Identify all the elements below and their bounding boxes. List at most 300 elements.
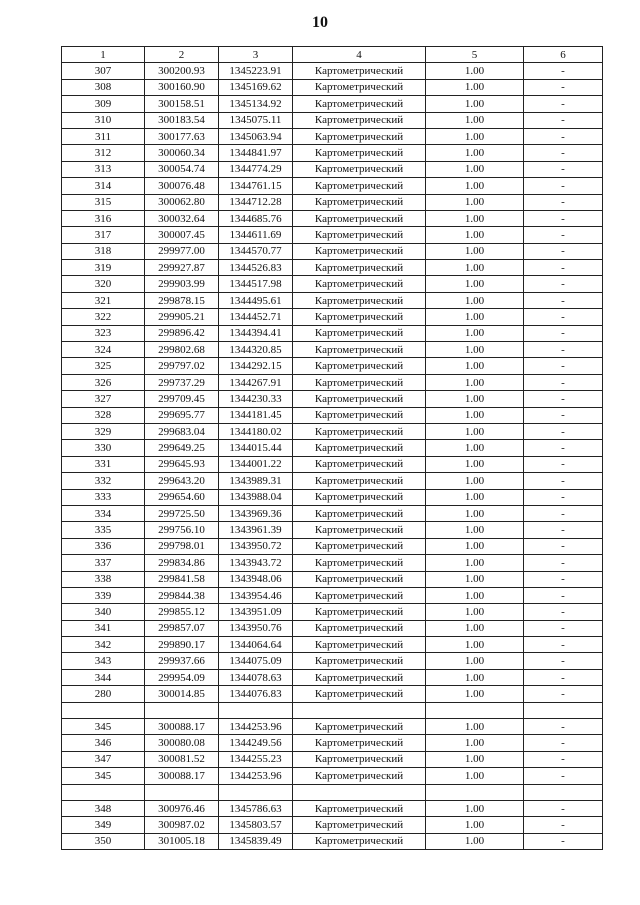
x-coordinate-cell: 299649.25 <box>145 440 219 456</box>
accuracy-cell: 1.00 <box>426 292 524 308</box>
method-cell: Картометрический <box>293 522 426 538</box>
y-coordinate-cell: 1344076.83 <box>219 686 293 702</box>
point-number-cell: 328 <box>62 407 145 423</box>
accuracy-cell: 1.00 <box>426 735 524 751</box>
method-cell: Картометрический <box>293 63 426 79</box>
note-cell: - <box>524 587 603 603</box>
y-coordinate-cell: 1345803.57 <box>219 817 293 833</box>
table-row <box>62 719 603 735</box>
table-row <box>62 178 603 194</box>
accuracy-cell: 1.00 <box>426 571 524 587</box>
y-coordinate-cell: 1343948.06 <box>219 571 293 587</box>
x-coordinate-cell: 299841.58 <box>145 571 219 587</box>
x-coordinate-cell: 300160.90 <box>145 79 219 95</box>
y-coordinate-cell: 1344320.85 <box>219 342 293 358</box>
y-coordinate-cell: 1344774.29 <box>219 161 293 177</box>
y-coordinate-cell: 1345169.62 <box>219 79 293 95</box>
method-cell: Картометрический <box>293 768 426 784</box>
x-coordinate-cell: 299855.12 <box>145 604 219 620</box>
table-row <box>62 325 603 341</box>
x-coordinate-cell: 300032.64 <box>145 210 219 226</box>
method-cell: Картометрический <box>293 473 426 489</box>
method-cell: Картометрический <box>293 79 426 95</box>
note-cell: - <box>524 538 603 554</box>
table-row <box>62 817 603 833</box>
point-number-cell <box>62 702 145 718</box>
method-cell: Картометрический <box>293 423 426 439</box>
note-cell: - <box>524 571 603 587</box>
x-coordinate-cell: 300054.74 <box>145 161 219 177</box>
method-cell: Картометрический <box>293 276 426 292</box>
note-cell: - <box>524 637 603 653</box>
note-cell: - <box>524 309 603 325</box>
note-cell: - <box>524 440 603 456</box>
y-coordinate-cell: 1345786.63 <box>219 800 293 816</box>
accuracy-cell: 1.00 <box>426 325 524 341</box>
point-number-cell: 316 <box>62 210 145 226</box>
x-coordinate-cell: 300014.85 <box>145 686 219 702</box>
x-coordinate-cell: 299954.09 <box>145 669 219 685</box>
point-number-cell: 345 <box>62 768 145 784</box>
accuracy-cell <box>426 702 524 718</box>
point-number-cell: 338 <box>62 571 145 587</box>
note-cell: - <box>524 407 603 423</box>
y-coordinate-cell: 1344249.56 <box>219 735 293 751</box>
note-cell: - <box>524 423 603 439</box>
y-coordinate-cell: 1344180.02 <box>219 423 293 439</box>
method-cell: Картометрический <box>293 391 426 407</box>
y-coordinate-cell: 1345075.11 <box>219 112 293 128</box>
column-header: 6 <box>524 47 603 63</box>
point-number-cell: 326 <box>62 374 145 390</box>
note-cell: - <box>524 768 603 784</box>
point-number-cell: 347 <box>62 751 145 767</box>
accuracy-cell: 1.00 <box>426 374 524 390</box>
table-row <box>62 260 603 276</box>
table-row <box>62 768 603 784</box>
table-row <box>62 391 603 407</box>
x-coordinate-cell: 301005.18 <box>145 833 219 849</box>
y-coordinate-cell: 1345063.94 <box>219 128 293 144</box>
x-coordinate-cell: 299683.04 <box>145 423 219 439</box>
y-coordinate-cell <box>219 702 293 718</box>
accuracy-cell: 1.00 <box>426 227 524 243</box>
page-number: 10 <box>312 14 328 31</box>
y-coordinate-cell: 1344064.64 <box>219 637 293 653</box>
method-cell: Картометрический <box>293 719 426 735</box>
point-number-cell: 330 <box>62 440 145 456</box>
method-cell: Картометрический <box>293 96 426 112</box>
method-cell: Картометрический <box>293 800 426 816</box>
point-number-cell: 350 <box>62 833 145 849</box>
table-row <box>62 374 603 390</box>
accuracy-cell: 1.00 <box>426 391 524 407</box>
note-cell: - <box>524 194 603 210</box>
accuracy-cell: 1.00 <box>426 194 524 210</box>
x-coordinate-cell: 300976.46 <box>145 800 219 816</box>
point-number-cell: 334 <box>62 505 145 521</box>
note-cell: - <box>524 473 603 489</box>
point-number-cell: 321 <box>62 292 145 308</box>
method-cell <box>293 702 426 718</box>
x-coordinate-cell: 299695.77 <box>145 407 219 423</box>
point-number-cell: 315 <box>62 194 145 210</box>
x-coordinate-cell: 299977.00 <box>145 243 219 259</box>
note-cell: - <box>524 161 603 177</box>
accuracy-cell: 1.00 <box>426 456 524 472</box>
table-row <box>62 423 603 439</box>
x-coordinate-cell: 299654.60 <box>145 489 219 505</box>
point-number-cell: 335 <box>62 522 145 538</box>
note-cell: - <box>524 178 603 194</box>
x-coordinate-cell: 299905.21 <box>145 309 219 325</box>
method-cell: Картометрический <box>293 161 426 177</box>
method-cell: Картометрический <box>293 407 426 423</box>
table-row <box>62 522 603 538</box>
accuracy-cell: 1.00 <box>426 407 524 423</box>
table-row <box>62 456 603 472</box>
y-coordinate-cell: 1344181.45 <box>219 407 293 423</box>
method-cell: Картометрический <box>293 489 426 505</box>
accuracy-cell: 1.00 <box>426 538 524 554</box>
table-row <box>62 210 603 226</box>
point-number-cell: 319 <box>62 260 145 276</box>
method-cell: Картометрический <box>293 210 426 226</box>
accuracy-cell: 1.00 <box>426 276 524 292</box>
y-coordinate-cell: 1343989.31 <box>219 473 293 489</box>
table-row <box>62 112 603 128</box>
y-coordinate-cell: 1344570.77 <box>219 243 293 259</box>
table-row <box>62 735 603 751</box>
x-coordinate-cell: 299645.93 <box>145 456 219 472</box>
x-coordinate-cell: 299857.07 <box>145 620 219 636</box>
note-cell: - <box>524 145 603 161</box>
table-row <box>62 276 603 292</box>
column-header: 1 <box>62 47 145 63</box>
accuracy-cell: 1.00 <box>426 833 524 849</box>
table-row <box>62 686 603 702</box>
table-row <box>62 292 603 308</box>
accuracy-cell: 1.00 <box>426 686 524 702</box>
accuracy-cell: 1.00 <box>426 243 524 259</box>
method-cell: Картометрический <box>293 604 426 620</box>
column-header: 5 <box>426 47 524 63</box>
method-cell: Картометрический <box>293 374 426 390</box>
point-number-cell: 312 <box>62 145 145 161</box>
table-header-row <box>62 47 603 63</box>
method-cell: Картометрический <box>293 309 426 325</box>
accuracy-cell: 1.00 <box>426 653 524 669</box>
note-cell: - <box>524 227 603 243</box>
x-coordinate-cell: 300088.17 <box>145 719 219 735</box>
point-number-cell: 308 <box>62 79 145 95</box>
accuracy-cell: 1.00 <box>426 96 524 112</box>
x-coordinate-cell: 299725.50 <box>145 505 219 521</box>
table-row <box>62 702 603 718</box>
y-coordinate-cell: 1344452.71 <box>219 309 293 325</box>
table-row <box>62 505 603 521</box>
method-cell: Картометрический <box>293 325 426 341</box>
y-coordinate-cell: 1344078.63 <box>219 669 293 685</box>
note-cell: - <box>524 751 603 767</box>
note-cell: - <box>524 358 603 374</box>
method-cell: Картометрический <box>293 456 426 472</box>
table-row <box>62 161 603 177</box>
table-row <box>62 440 603 456</box>
table-row <box>62 538 603 554</box>
point-number-cell: 337 <box>62 555 145 571</box>
x-coordinate-cell: 300080.08 <box>145 735 219 751</box>
y-coordinate-cell: 1344495.61 <box>219 292 293 308</box>
point-number-cell: 322 <box>62 309 145 325</box>
y-coordinate-cell: 1344267.91 <box>219 374 293 390</box>
x-coordinate-cell: 300177.63 <box>145 128 219 144</box>
x-coordinate-cell: 300062.80 <box>145 194 219 210</box>
table-row <box>62 96 603 112</box>
note-cell: - <box>524 800 603 816</box>
y-coordinate-cell: 1343951.09 <box>219 604 293 620</box>
x-coordinate-cell: 300200.93 <box>145 63 219 79</box>
method-cell: Картометрический <box>293 833 426 849</box>
point-number-cell: 343 <box>62 653 145 669</box>
note-cell: - <box>524 620 603 636</box>
table-row <box>62 194 603 210</box>
x-coordinate-cell <box>145 784 219 800</box>
x-coordinate-cell: 300060.34 <box>145 145 219 161</box>
note-cell: - <box>524 292 603 308</box>
x-coordinate-cell: 300007.45 <box>145 227 219 243</box>
note-cell: - <box>524 653 603 669</box>
method-cell: Картометрический <box>293 817 426 833</box>
y-coordinate-cell: 1344292.15 <box>219 358 293 374</box>
y-coordinate-cell: 1343943.72 <box>219 555 293 571</box>
table-row <box>62 358 603 374</box>
point-number-cell: 307 <box>62 63 145 79</box>
point-number-cell: 349 <box>62 817 145 833</box>
y-coordinate-cell: 1344685.76 <box>219 210 293 226</box>
method-cell: Картометрический <box>293 637 426 653</box>
table-row <box>62 489 603 505</box>
note-cell <box>524 702 603 718</box>
accuracy-cell: 1.00 <box>426 309 524 325</box>
table-row <box>62 473 603 489</box>
accuracy-cell: 1.00 <box>426 342 524 358</box>
note-cell: - <box>524 505 603 521</box>
method-cell <box>293 784 426 800</box>
accuracy-cell <box>426 784 524 800</box>
accuracy-cell: 1.00 <box>426 817 524 833</box>
point-number-cell: 317 <box>62 227 145 243</box>
accuracy-cell: 1.00 <box>426 637 524 653</box>
x-coordinate-cell: 300076.48 <box>145 178 219 194</box>
x-coordinate-cell: 300081.52 <box>145 751 219 767</box>
note-cell: - <box>524 128 603 144</box>
y-coordinate-cell: 1343988.04 <box>219 489 293 505</box>
method-cell: Картометрический <box>293 751 426 767</box>
accuracy-cell: 1.00 <box>426 112 524 128</box>
method-cell: Картометрический <box>293 686 426 702</box>
x-coordinate-cell: 299834.86 <box>145 555 219 571</box>
note-cell: - <box>524 342 603 358</box>
method-cell: Картометрический <box>293 358 426 374</box>
x-coordinate-cell: 300088.17 <box>145 768 219 784</box>
point-number-cell: 329 <box>62 423 145 439</box>
table-row <box>62 653 603 669</box>
point-number-cell: 324 <box>62 342 145 358</box>
x-coordinate-cell: 299903.99 <box>145 276 219 292</box>
accuracy-cell: 1.00 <box>426 210 524 226</box>
method-cell: Картометрический <box>293 292 426 308</box>
point-number-cell: 348 <box>62 800 145 816</box>
method-cell: Картометрический <box>293 505 426 521</box>
table-row <box>62 309 603 325</box>
accuracy-cell: 1.00 <box>426 489 524 505</box>
method-cell: Картометрический <box>293 587 426 603</box>
x-coordinate-cell: 299937.66 <box>145 653 219 669</box>
method-cell: Картометрический <box>293 342 426 358</box>
point-number-cell: 323 <box>62 325 145 341</box>
table-row <box>62 128 603 144</box>
point-number-cell: 344 <box>62 669 145 685</box>
note-cell <box>524 784 603 800</box>
accuracy-cell: 1.00 <box>426 79 524 95</box>
method-cell: Картометрический <box>293 112 426 128</box>
column-header: 3 <box>219 47 293 63</box>
y-coordinate-cell: 1344841.97 <box>219 145 293 161</box>
coordinates-table <box>61 46 603 850</box>
note-cell: - <box>524 456 603 472</box>
note-cell: - <box>524 96 603 112</box>
table-row <box>62 555 603 571</box>
x-coordinate-cell: 300158.51 <box>145 96 219 112</box>
table-body <box>62 63 603 850</box>
note-cell: - <box>524 276 603 292</box>
method-cell: Картометрический <box>293 145 426 161</box>
point-number-cell: 313 <box>62 161 145 177</box>
x-coordinate-cell: 299737.29 <box>145 374 219 390</box>
x-coordinate-cell: 299798.01 <box>145 538 219 554</box>
table-row <box>62 342 603 358</box>
y-coordinate-cell: 1344253.96 <box>219 719 293 735</box>
y-coordinate-cell: 1344761.15 <box>219 178 293 194</box>
x-coordinate-cell: 299927.87 <box>145 260 219 276</box>
note-cell: - <box>524 686 603 702</box>
accuracy-cell: 1.00 <box>426 145 524 161</box>
accuracy-cell: 1.00 <box>426 63 524 79</box>
accuracy-cell: 1.00 <box>426 358 524 374</box>
point-number-cell: 332 <box>62 473 145 489</box>
method-cell: Картометрический <box>293 440 426 456</box>
point-number-cell: 346 <box>62 735 145 751</box>
y-coordinate-cell <box>219 784 293 800</box>
point-number-cell: 325 <box>62 358 145 374</box>
table-row <box>62 637 603 653</box>
note-cell: - <box>524 79 603 95</box>
point-number-cell: 336 <box>62 538 145 554</box>
accuracy-cell: 1.00 <box>426 800 524 816</box>
method-cell: Картометрический <box>293 243 426 259</box>
method-cell: Картометрический <box>293 260 426 276</box>
point-number-cell: 309 <box>62 96 145 112</box>
table-row <box>62 407 603 423</box>
table-row <box>62 669 603 685</box>
x-coordinate-cell: 299878.15 <box>145 292 219 308</box>
point-number-cell: 327 <box>62 391 145 407</box>
x-coordinate-cell: 299802.68 <box>145 342 219 358</box>
method-cell: Картометрический <box>293 178 426 194</box>
column-header: 4 <box>293 47 426 63</box>
note-cell: - <box>524 833 603 849</box>
method-cell: Картометрический <box>293 227 426 243</box>
method-cell: Картометрический <box>293 620 426 636</box>
x-coordinate-cell: 299797.02 <box>145 358 219 374</box>
note-cell: - <box>524 735 603 751</box>
table-row <box>62 79 603 95</box>
method-cell: Картометрический <box>293 571 426 587</box>
x-coordinate-cell: 299890.17 <box>145 637 219 653</box>
column-header: 2 <box>145 47 219 63</box>
table-row <box>62 751 603 767</box>
note-cell: - <box>524 112 603 128</box>
table-row <box>62 63 603 79</box>
x-coordinate-cell: 300987.02 <box>145 817 219 833</box>
method-cell: Картометрический <box>293 653 426 669</box>
accuracy-cell: 1.00 <box>426 620 524 636</box>
note-cell: - <box>524 63 603 79</box>
accuracy-cell: 1.00 <box>426 260 524 276</box>
table-row <box>62 620 603 636</box>
y-coordinate-cell: 1345134.92 <box>219 96 293 112</box>
y-coordinate-cell: 1344526.83 <box>219 260 293 276</box>
note-cell: - <box>524 555 603 571</box>
accuracy-cell: 1.00 <box>426 505 524 521</box>
table-row <box>62 833 603 849</box>
accuracy-cell: 1.00 <box>426 161 524 177</box>
x-coordinate-cell: 300183.54 <box>145 112 219 128</box>
accuracy-cell: 1.00 <box>426 128 524 144</box>
method-cell: Картометрический <box>293 128 426 144</box>
y-coordinate-cell: 1343950.72 <box>219 538 293 554</box>
point-number-cell: 333 <box>62 489 145 505</box>
accuracy-cell: 1.00 <box>426 669 524 685</box>
point-number-cell: 310 <box>62 112 145 128</box>
point-number-cell: 345 <box>62 719 145 735</box>
y-coordinate-cell: 1344230.33 <box>219 391 293 407</box>
point-number-cell: 320 <box>62 276 145 292</box>
x-coordinate-cell: 299643.20 <box>145 473 219 489</box>
y-coordinate-cell: 1344253.96 <box>219 768 293 784</box>
accuracy-cell: 1.00 <box>426 768 524 784</box>
table-row <box>62 784 603 800</box>
note-cell: - <box>524 522 603 538</box>
y-coordinate-cell: 1344001.22 <box>219 456 293 472</box>
accuracy-cell: 1.00 <box>426 604 524 620</box>
y-coordinate-cell: 1344517.98 <box>219 276 293 292</box>
x-coordinate-cell: 299844.38 <box>145 587 219 603</box>
accuracy-cell: 1.00 <box>426 555 524 571</box>
point-number-cell: 342 <box>62 637 145 653</box>
x-coordinate-cell: 299756.10 <box>145 522 219 538</box>
note-cell: - <box>524 604 603 620</box>
table-row <box>62 243 603 259</box>
accuracy-cell: 1.00 <box>426 423 524 439</box>
note-cell: - <box>524 243 603 259</box>
table-row <box>62 145 603 161</box>
note-cell: - <box>524 719 603 735</box>
y-coordinate-cell: 1344255.23 <box>219 751 293 767</box>
x-coordinate-cell: 299896.42 <box>145 325 219 341</box>
y-coordinate-cell: 1345839.49 <box>219 833 293 849</box>
